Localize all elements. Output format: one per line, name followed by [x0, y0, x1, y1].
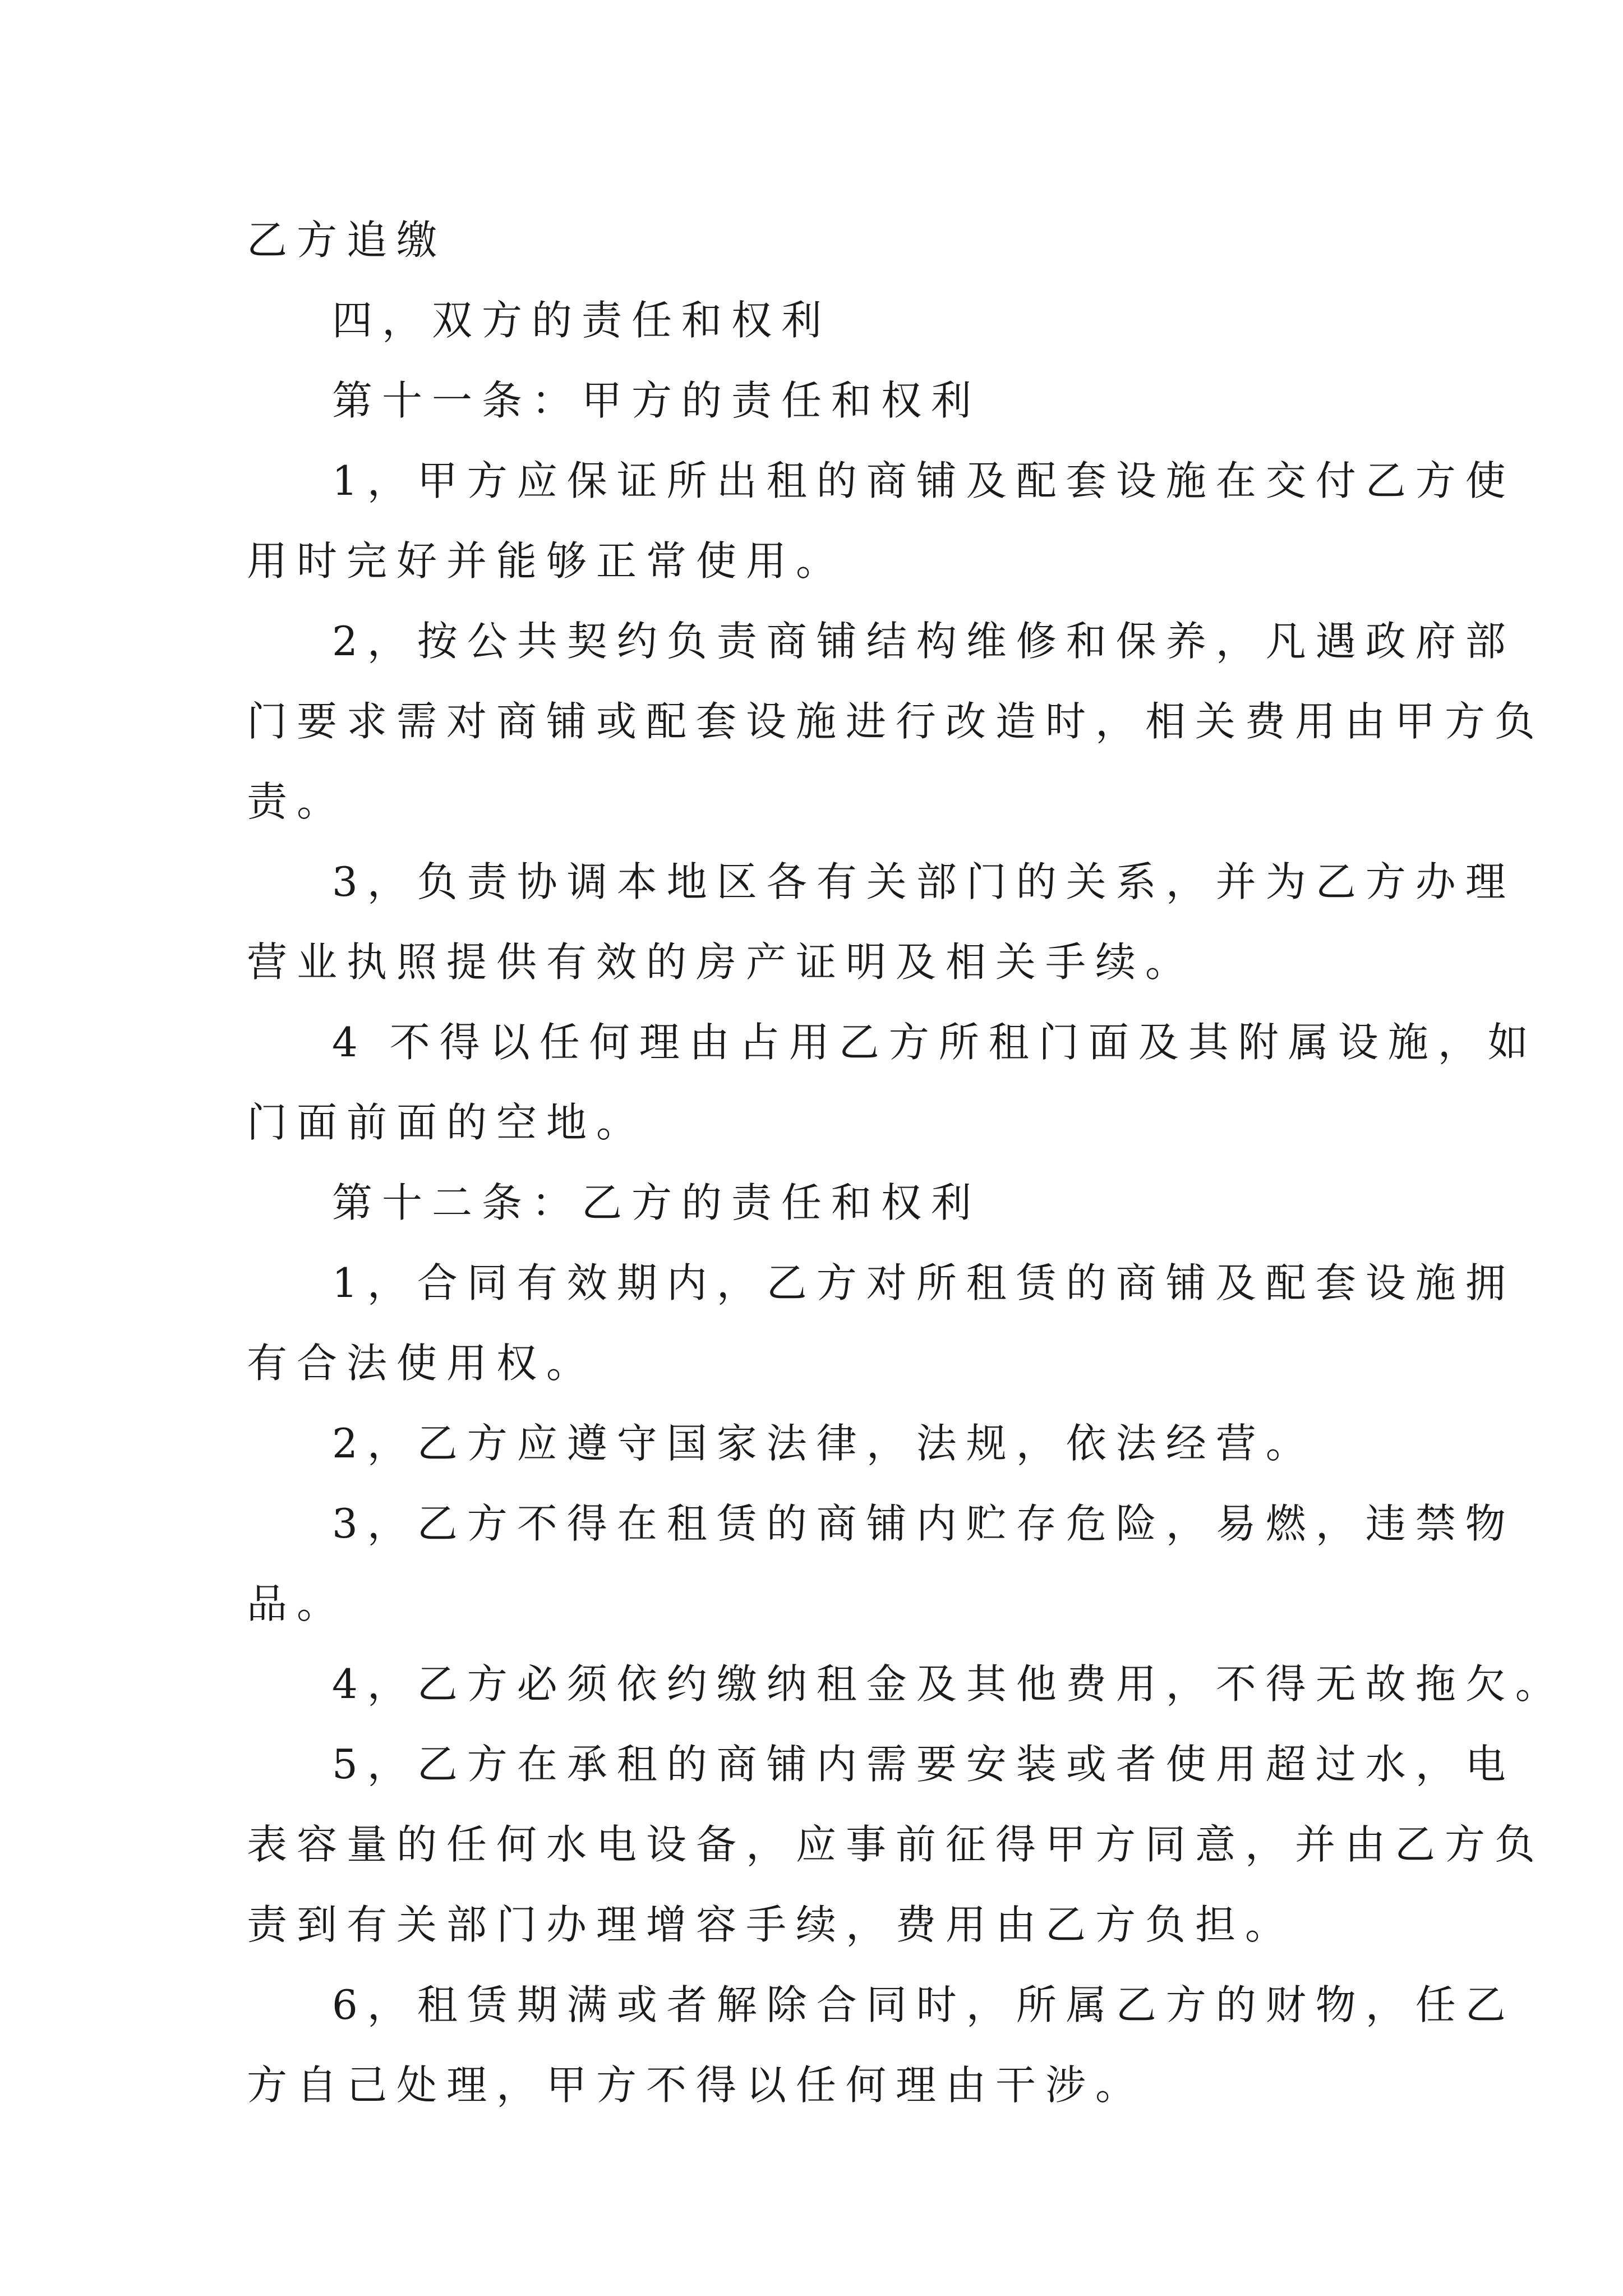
text-line: 有合法使用权。	[247, 1340, 597, 1387]
text-line: 5，乙方在承租的商铺内需要安装或者使用超过水，电	[332, 1741, 1515, 1788]
text-line: 乙方追缴	[247, 217, 447, 264]
text-line: 用时完好并能够正常使用。	[247, 537, 846, 585]
text-line: 2，乙方应遵守国家法律，法规，依法经营。	[332, 1420, 1316, 1467]
text-line: 品。	[247, 1580, 347, 1627]
text-line: 方自己处理，甲方不得以任何理由干涉。	[247, 2062, 1146, 2109]
section-heading: 四，双方的责任和权利	[332, 297, 832, 344]
text-line: 责到有关部门办理增容手续，费用由乙方负担。	[247, 1901, 1295, 1948]
text-line: 营业执照提供有效的房产证明及相关手续。	[247, 938, 1196, 986]
article-heading: 第十二条：乙方的责任和权利	[332, 1179, 981, 1226]
text-line: 3，负责协调本地区各有关部门的关系，并为乙方办理	[332, 858, 1515, 905]
text-line: 4 不得以任何理由占用乙方所租门面及其附属设施，如	[332, 1019, 1538, 1066]
text-line: 2，按公共契约负责商铺结构维修和保养，凡遇政府部	[332, 618, 1515, 665]
text-line: 门要求需对商铺或配套设施进行改造时，相关费用由甲方负	[247, 698, 1545, 745]
text-line: 1，甲方应保证所出租的商铺及配套设施在交付乙方使	[332, 457, 1515, 504]
text-line: 表容量的任何水电设备，应事前征得甲方同意，并由乙方负	[247, 1821, 1545, 1868]
text-line: 1，合同有效期内，乙方对所租赁的商铺及配套设施拥	[332, 1259, 1515, 1306]
text-line: 门面前面的空地。	[247, 1099, 647, 1146]
article-heading: 第十一条：甲方的责任和权利	[332, 377, 981, 424]
text-line: 6，租赁期满或者解除合同时，所属乙方的财物，任乙	[332, 1981, 1515, 2028]
text-line: 4，乙方必须依约缴纳租金及其他费用，不得无故拖欠。	[332, 1660, 1565, 1708]
text-line: 责。	[247, 778, 347, 825]
text-line: 3，乙方不得在租赁的商铺内贮存危险，易燃，违禁物	[332, 1500, 1515, 1547]
